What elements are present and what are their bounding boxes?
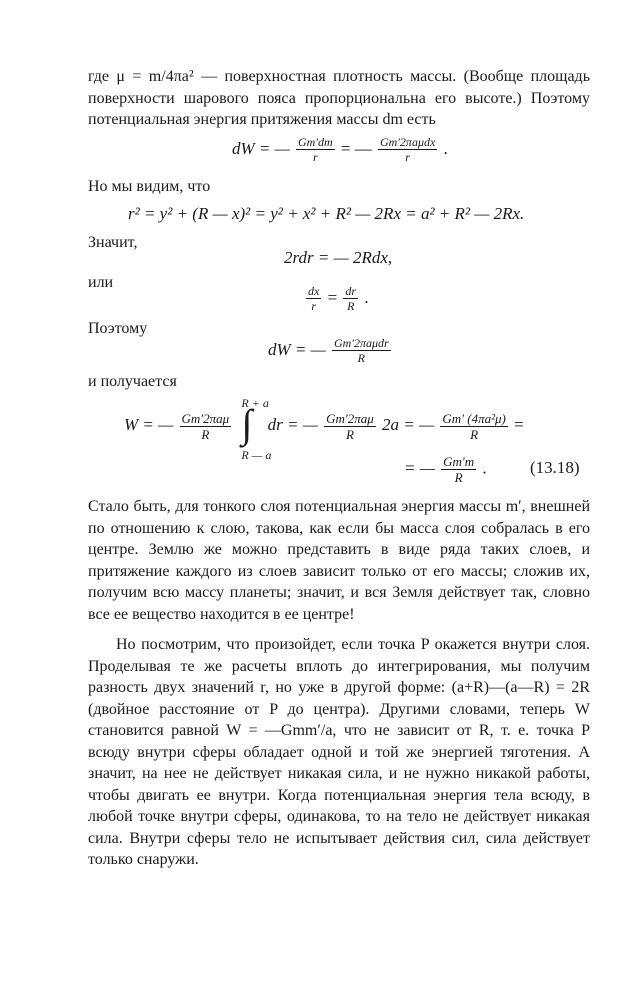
- eq6-fraction-1: $\frac{\text{Gm′2πaμ}}{R}$: [181, 410, 230, 442]
- paragraph-thin-layer: Стало быть, для тонкого слоя потенциальная энергия массы m′, внешней по отношению к слою, такова, как если бы масса слоя собралась в его центре. Землю же можно представить в виде ряда таких слоев, и притяжение каждого из слоев зависит только от его массы; сложив их, получим всю массу планеты; значит, и вся Земля действует так, словно все ее вещество находится в ее центре!: [88, 498, 590, 623]
- eq7-fraction: $\frac{Gm'm}{R}$: [443, 454, 475, 485]
- text-but-we-see: Но мы видим, что: [88, 178, 211, 195]
- eq6-fraction-2: $\frac{\text{Gm′2πaμ}}{R}$: [326, 410, 374, 442]
- eq1-fraction-2: $\frac{\text{Gm′2πaμdx}}{r}$: [379, 135, 436, 164]
- eq6-fraction-3: $\frac{\text{Gm′ (4πa²μ)}}{R}$: [442, 410, 506, 442]
- text-hence: Значит,: [88, 234, 138, 251]
- eq5-fraction: $\frac{\text{Gm′2πaμdr}}{R}$: [334, 336, 389, 365]
- eq4-fraction-1: $\frac{dx}{r}$: [308, 284, 320, 313]
- text-or: или: [88, 274, 114, 291]
- equation-2rdr: 2rdr = — 2Rdx,: [284, 248, 393, 267]
- equation-number: (13.18): [530, 458, 580, 477]
- equation-dw-dr: dW = — $\frac{\text{Gm′2πaμdr}}{R}$: [268, 336, 389, 365]
- equation-dw-dm: dW = — $\frac{Gm'dm}{r}$ = — $\frac{\text{Gm′2πaμdx}}{r}$ .: [232, 135, 448, 164]
- equation-r-squared: r² = y² + (R — x)² = y² + x² + R² — 2Rx = a² + R² — 2Rx.: [128, 204, 525, 223]
- paragraph-intro: где μ = m/4πa² — поверхностная плотность массы. (Вообще площадь поверхности шарового пояса пропорциональна его высоте.) Поэтому потенциальная энергия притяжения массы dm есть: [88, 68, 590, 128]
- integral-sign: R + a ∫ R — a: [241, 396, 272, 462]
- eq1-lhs: dW = —: [232, 138, 290, 158]
- equation-w-integral: W = — $\frac{\text{Gm′2πaμ}}{R}$ R + a ∫ R — a dr = — $\frac{\text{Gm′2πaμ}}{R}$ 2a = — $\frac{\text{Gm′ (4πa²μ)}}{R}$ =: [124, 396, 524, 462]
- paragraph-inside-sphere: Но посмотрим, что произойдет, если точка P окажется внутри слоя. Проделывая те же расчеты вплоть до интегрирования, мы получим разность двух значений r, но уже в другой форме: (a+R)—(a—R) = 2R (двойное расстояние от P до центра). Другими словами, теперь W становится равной W = —Gmm′/a, что не зависит от R, т. е. точка P всюду внутри сферы обладает одной и той же энергией тяготения. А значит, на нее не действует никакая сила, и не нужно никакой работы, чтобы двигать ее внутри. Когда потенциальная энергия тела всюду, в любой точке внутри сферы, одинакова, то на тело не действует никакая сила. Внутри сферы тело не испытывает действия сил, сила действует только снаружи.: [88, 636, 590, 868]
- text-therefore: Поэтому: [88, 320, 148, 337]
- eq1-mid: = —: [340, 138, 372, 158]
- eq4-fraction-2: $\frac{dr}{R}$: [345, 284, 357, 313]
- equation-w-result: = — $\frac{Gm'm}{R}$ .: [404, 454, 487, 485]
- equation-dx-r: $\frac{dx}{r}$ = $\frac{dr}{R}$ .: [308, 284, 369, 313]
- eq1-fraction-1: $\frac{Gm'dm}{r}$: [298, 135, 333, 164]
- text-and-obtain: и получается: [88, 373, 177, 390]
